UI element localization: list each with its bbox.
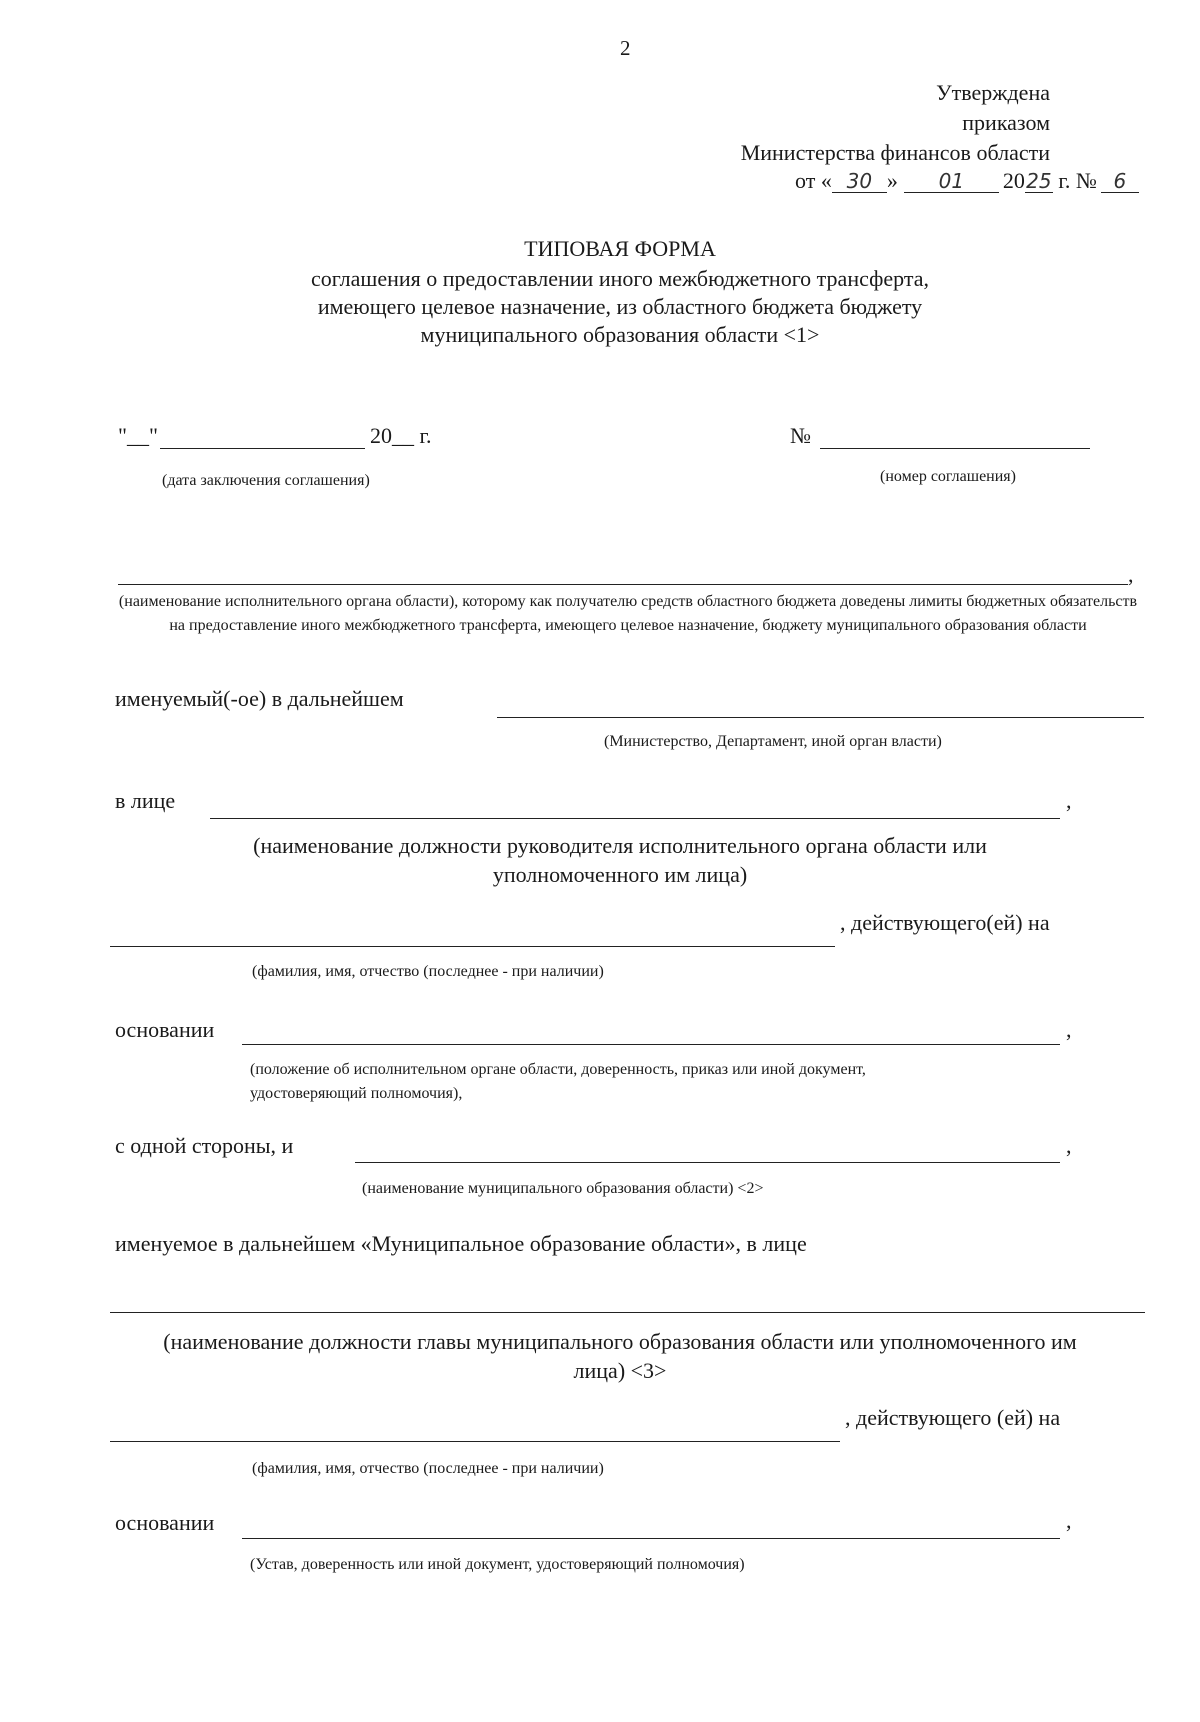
acting-label-1: , действующего(ей) на (840, 910, 1050, 935)
org-caption: (наименование исполнительного органа области), которому как получателю средств областного бюджета доведены лимиты бюджетных обязательств на предоставление иного межбюджетного трансферта, имеющего целевое назначение, бюджету муниципального образования области (118, 593, 1138, 634)
date-month-line (160, 448, 365, 449)
approval-line-3: Министерства финансов области (740, 140, 1050, 165)
basis-comma-1: , (1066, 1017, 1072, 1042)
approval-month: 01 (904, 170, 999, 193)
fio-line-2 (110, 1441, 840, 1442)
form-title-line-1: соглашения о предоставлении иного межбюджетного трансферта, (310, 266, 930, 291)
position-caption-2: уполномоченного им лица) (492, 862, 748, 887)
form-heading: ТИПОВАЯ ФОРМА (524, 236, 716, 261)
head-caption-line-1: (наименование должности главы муниципального образования области или уполномоченного им (163, 1329, 1077, 1354)
basis-label-2: основании (115, 1510, 215, 1535)
named-caption: (Министерство, Департамент, иной орган власти) (604, 733, 942, 750)
position-caption-1: (наименование должности руководителя исполнительного органа области или (253, 833, 987, 858)
approval-year-after: г. № (1052, 168, 1097, 193)
form-title-line-2: имеющего целевое назначение, из областного бюджета бюджету (317, 294, 923, 319)
date-day-placeholder: "__" (118, 423, 158, 448)
position-line (210, 818, 1060, 819)
fio-line-1 (110, 946, 835, 947)
basis-caption-2: (Устав, доверенность или иной документ, удостоверяющий полномочия) (250, 1556, 745, 1573)
form-title-line-3: муниципального образования области <1> (420, 322, 820, 347)
approval-year-prefix: 20 (1002, 168, 1025, 193)
acting-label-2: , действующего (ей) на (845, 1405, 1061, 1430)
basis-line-1 (242, 1044, 1060, 1045)
municipal-caption: (наименование муниципального образования области) <2> (362, 1180, 764, 1197)
one-side-label: с одной стороны, и (115, 1133, 294, 1158)
approval-quote-close: » (886, 168, 898, 193)
date-caption: (дата заключения соглашения) (162, 472, 370, 489)
org-name-line (118, 584, 1128, 585)
basis-comma-2: , (1066, 1508, 1072, 1533)
page-number: 2 (620, 36, 631, 60)
position-comma: , (1066, 788, 1072, 813)
number-caption: (номер соглашения) (880, 468, 1016, 485)
approval-line-2: приказом (962, 110, 1050, 135)
fio-caption-1: (фамилия, имя, отчество (последнее - при наличии) (252, 963, 604, 980)
approval-date-prefix: от « (795, 168, 832, 193)
in-person-label: в лице (115, 788, 176, 813)
head-caption-line-2: лица) <3> (573, 1358, 667, 1383)
municipal-name-line (355, 1162, 1060, 1163)
approval-line-1: Утверждена (936, 80, 1050, 105)
date-year: 20__ г. (370, 423, 432, 448)
approval-number: 6 (1101, 170, 1139, 193)
basis-caption-1-line-1: (положение об исполнительном органе области, доверенность, приказ или иной документ, (250, 1061, 866, 1078)
named-label: именуемый(-ое) в дальнейшем (115, 686, 404, 711)
head-position-line (110, 1312, 1145, 1313)
municipal-named-text: именуемое в дальнейшем «Муниципальное образование области», в лице (115, 1231, 807, 1256)
number-sign: № (790, 423, 811, 448)
approval-year-suffix: 25 (1026, 169, 1052, 193)
approval-date-line (795, 168, 1139, 194)
org-name-comma: , (1128, 562, 1134, 587)
fio-caption-2: (фамилия, имя, отчество (последнее - при наличии) (252, 1460, 604, 1477)
basis-label-1: основании (115, 1017, 215, 1042)
named-line (497, 717, 1144, 718)
municipal-name-comma: , (1066, 1133, 1072, 1158)
agreement-number-line (820, 448, 1090, 449)
approval-day: 30 (832, 170, 887, 193)
basis-caption-1-line-2: удостоверяющий полномочия), (250, 1085, 463, 1102)
basis-line-2 (242, 1538, 1060, 1539)
